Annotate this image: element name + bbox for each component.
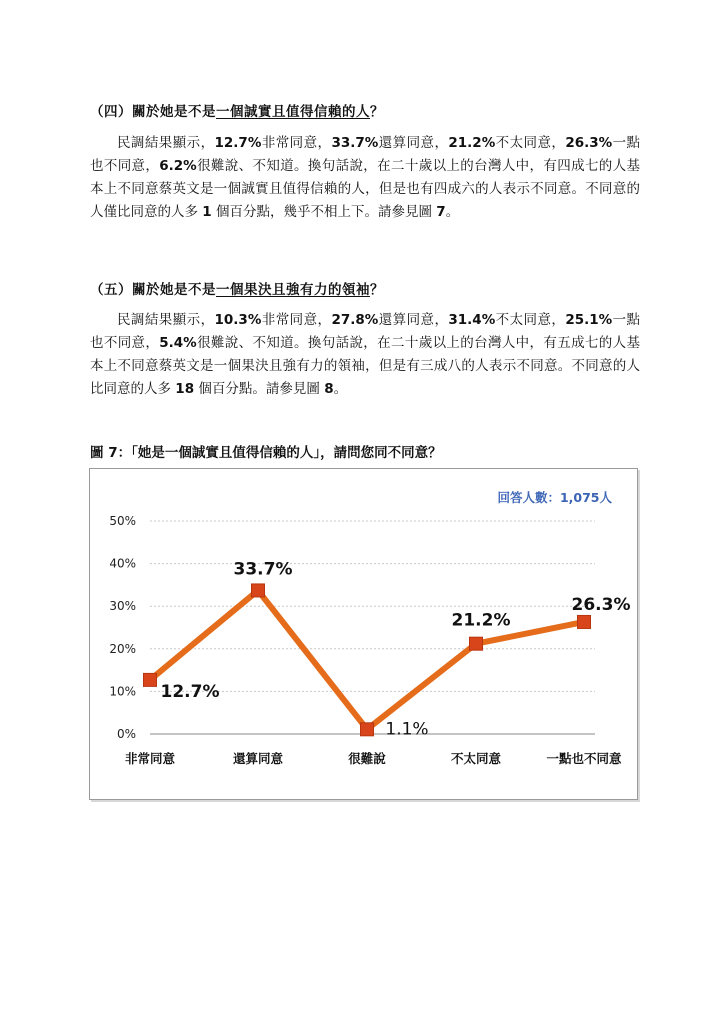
figure-caption: 圖 7：「她是一個誠實且值得信賴的人」，請問您同不同意？ bbox=[90, 445, 442, 461]
data-point-marker bbox=[144, 673, 157, 686]
x-category-label: 很難說 bbox=[348, 751, 386, 766]
x-category-label: 還算同意 bbox=[232, 751, 284, 766]
section5-paragraph: 民調結果顯示，10.3%非常同意，27.8%還算同意，31.4%不太同意，25.1%一點也不同意，5.4%很難說、不知道。換句話說，在二十歲以上的台灣人中，有五成七的人基本上不同意蔡英文是一個果決且強有力的領袖，但是有三成八的人表示不同意。不同意的人比同意的人多 18 個百分點。請參見圖 8。 bbox=[90, 312, 641, 397]
marker-layer bbox=[144, 584, 591, 736]
data-value-label: 1.1% bbox=[385, 719, 429, 740]
section4-paragraph: 民調結果顯示，12.7%非常同意，33.7%還算同意，21.2%不太同意，26.3%一點也不同意，6.2%很難說、不知道。換句話說，在二十歲以上的台灣人中，有四成七的人基本上不同意蔡英文是一個誠實且值得信賴的人，但是也有四成六的人表示不同意。不同意的人僅比同意的人多 1 個百分點，幾乎不相上下。請參見圖 7。 bbox=[90, 135, 641, 220]
data-point-marker bbox=[470, 637, 483, 650]
data-value-label: 21.2% bbox=[451, 610, 511, 631]
x-category-label: 一點也不同意 bbox=[546, 751, 622, 766]
section4-heading bbox=[90, 100, 384, 120]
line-chart bbox=[89, 468, 638, 800]
section5-heading bbox=[90, 278, 384, 298]
data-value-label: 33.7% bbox=[233, 559, 293, 580]
label-layer bbox=[161, 559, 631, 739]
y-tick-label: 10% bbox=[109, 684, 136, 699]
sample-size-note: 回答人數：1,075人 bbox=[497, 490, 612, 505]
section4-heading-prefix: （四）關於她是不是 bbox=[90, 104, 216, 120]
series-line bbox=[150, 590, 584, 729]
section5-heading-underlined: 一個果決且強有力的領袖 bbox=[216, 282, 370, 298]
y-tick-label: 50% bbox=[109, 514, 136, 528]
grid-layer bbox=[150, 521, 595, 691]
line-layer bbox=[150, 590, 584, 729]
chart-svg bbox=[90, 469, 637, 799]
data-value-label: 12.7% bbox=[160, 681, 220, 702]
section4-heading-suffix: ？ bbox=[370, 104, 384, 120]
x-category-label: 不太同意 bbox=[450, 751, 502, 766]
y-tick-label: 20% bbox=[109, 641, 136, 656]
data-point-marker bbox=[361, 723, 374, 736]
data-point-marker bbox=[578, 615, 591, 628]
section5-heading-suffix: ？ bbox=[370, 282, 384, 298]
data-point-marker bbox=[252, 584, 265, 597]
data-value-label: 26.3% bbox=[571, 594, 631, 615]
y-tick-label: 30% bbox=[109, 599, 136, 614]
y-tick-label: 0% bbox=[116, 727, 136, 741]
x-category-label: 非常同意 bbox=[124, 751, 176, 766]
y-tick-label: 40% bbox=[109, 556, 136, 571]
section4-heading-underlined: 一個誠實且值得信賴的人 bbox=[216, 104, 370, 120]
section5-heading-prefix: （五）關於她是不是 bbox=[90, 282, 216, 298]
